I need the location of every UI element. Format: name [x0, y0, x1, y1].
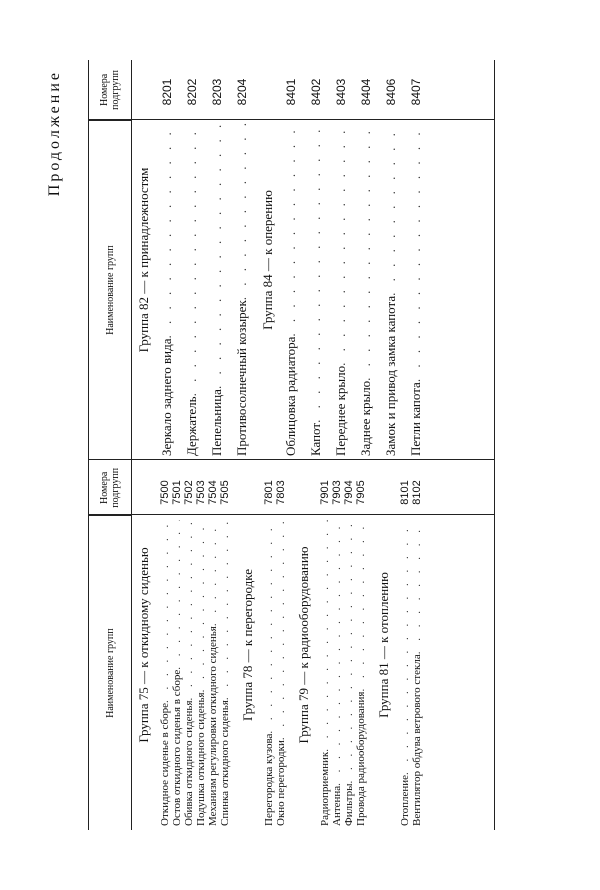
parts-group: [239, 460, 287, 830]
table-row: [355, 460, 367, 830]
subgroup-number: 7905: [355, 480, 367, 505]
subgroup-name: Антенна: [331, 785, 343, 826]
dot-leader: [234, 122, 250, 300]
subgroup-number: 8201: [160, 78, 174, 106]
subgroup-name: Облицовка радиатора: [283, 336, 298, 456]
dot-leader: [209, 122, 225, 389]
subgroup-name: Зеркало заднего вида: [159, 338, 174, 456]
subgroup-number: 8406: [384, 78, 398, 106]
dot-leader: [411, 520, 423, 654]
subgroup-name: Обивка откидного сиденья: [183, 700, 195, 826]
subgroup-name: Провода радиооборудования: [355, 691, 367, 826]
dot-leader: [383, 122, 399, 296]
subgroup-name: Пепельница: [209, 389, 224, 456]
dot-leader: [171, 520, 183, 670]
subgroup-number: 7903: [331, 480, 343, 505]
table-row: [159, 460, 171, 830]
subgroup-number: 7901: [319, 480, 331, 505]
group-title: Группа 84 — к оперению: [260, 190, 275, 330]
subgroup-number: 7503: [195, 480, 207, 505]
parts-table: [88, 60, 495, 830]
subgroup-name: Окно перегородки: [275, 740, 287, 826]
subgroup-number: 8403: [334, 78, 348, 106]
subgroup-number: 8402: [309, 78, 323, 106]
dot-leader: [263, 520, 275, 734]
table-row: [209, 60, 225, 460]
header-name-left: Наименование групп: [89, 515, 131, 830]
dot-leader: [207, 520, 219, 626]
table-row: [275, 460, 287, 830]
subgroup-name: Спинка откидного сиденья: [219, 700, 231, 826]
table-row: [263, 460, 275, 830]
subgroup-name: Держатель: [184, 396, 199, 456]
subgroup-number: 7504: [207, 480, 219, 505]
parts-group: [375, 460, 423, 830]
dot-leader: [275, 520, 287, 740]
table-row: [343, 460, 355, 830]
dot-leader: [183, 520, 195, 700]
subgroup-name: Переднее крыло: [333, 365, 348, 456]
parts-group: [295, 460, 367, 830]
dot-leader: [343, 520, 355, 784]
group-title: Группа 81 — к отоплению: [376, 572, 391, 718]
subgroup-name: Откидное сиденье в сборе: [159, 703, 171, 826]
subgroup-number: 7500: [159, 480, 171, 505]
dot-leader: [219, 520, 231, 700]
subgroup-name: Вентилятор обдува ветрового стекла: [411, 654, 423, 826]
left-table-half: [135, 460, 431, 830]
dot-leader: [408, 122, 424, 382]
subgroup-number: 7501: [171, 480, 183, 505]
subgroup-name: Фильтры: [343, 783, 355, 826]
subgroup-number: 7505: [219, 480, 231, 505]
table-row: [319, 460, 331, 830]
subgroup-name: Механизм регулировки откидного сиденья: [207, 626, 219, 826]
subgroup-name: Подушка откидного сиденья: [195, 692, 207, 826]
group-title: Группа 75 — к откидному сиденью: [136, 547, 151, 743]
subgroup-name: Петли капота: [408, 382, 423, 456]
subgroup-name: Радиоприемник: [319, 751, 331, 826]
table-row: [171, 460, 183, 830]
table-row: [408, 60, 424, 460]
subgroup-number: 8101: [399, 480, 411, 505]
table-row: [219, 460, 231, 830]
table-row: [183, 460, 195, 830]
subgroup-number: 7803: [275, 480, 287, 505]
subgroup-number: 8407: [409, 78, 423, 106]
dot-leader: [195, 520, 207, 692]
table-row: [207, 460, 219, 830]
subgroup-number: 8202: [185, 78, 199, 106]
dot-leader: [319, 520, 331, 752]
table-row: [411, 460, 423, 830]
group-title: Группа 79 — к радиооборудованию: [296, 546, 311, 744]
parts-group: [135, 60, 250, 460]
dot-leader: [308, 122, 324, 423]
table-row: [383, 60, 399, 460]
table-row: [358, 60, 374, 460]
table-row: [333, 60, 349, 460]
header-number-left: Номера подгрупп: [89, 459, 131, 515]
header-number-right: Номера подгрупп: [99, 69, 121, 110]
subgroup-name: Капот: [308, 422, 323, 456]
subgroup-number: 8102: [411, 480, 423, 505]
subgroup-number: 8401: [284, 78, 298, 106]
table-row: [234, 60, 250, 460]
dot-leader: [331, 520, 343, 786]
dot-leader: [333, 122, 349, 366]
table-row: [159, 60, 175, 460]
subgroup-number: 7502: [183, 480, 195, 505]
subgroup-name: Замок и привод замка капота: [383, 295, 398, 456]
dot-leader: [355, 520, 367, 692]
subgroup-number: 8203: [210, 78, 224, 106]
dot-leader: [283, 122, 299, 337]
parts-group: [135, 460, 231, 830]
table-row: [283, 60, 299, 460]
continuation-label: Продолжение: [46, 70, 63, 197]
group-title: Группа 82 — к принадлежностям: [136, 167, 151, 353]
parts-group: [259, 60, 424, 460]
table-row: [184, 60, 200, 460]
table-row: [399, 460, 411, 830]
right-table-half: [135, 60, 433, 460]
group-title: Группа 78 — к перегородке: [240, 568, 255, 722]
dot-leader: [159, 122, 175, 338]
subgroup-number: 8404: [359, 78, 373, 106]
subgroup-name: Заднее крыло: [358, 380, 373, 456]
table-row: [331, 460, 343, 830]
subgroup-name: Противосолнечный козырек: [234, 300, 249, 456]
header-name-right: Наименование групп: [89, 120, 131, 460]
dot-leader: [184, 122, 200, 396]
dot-leader: [358, 122, 374, 381]
dot-leader: [399, 520, 411, 775]
table-header: [89, 60, 132, 830]
subgroup-name: Отопление: [399, 774, 411, 826]
subgroup-number: 7904: [343, 480, 355, 505]
subgroup-name: Остов откидного сиденья в сборе: [171, 669, 183, 826]
dot-leader: [159, 520, 171, 703]
table-row: [308, 60, 324, 460]
subgroup-name: Перегородка кузова: [263, 733, 275, 826]
table-row: [195, 460, 207, 830]
subgroup-number: 8204: [235, 78, 249, 106]
subgroup-number: 7801: [263, 480, 275, 505]
